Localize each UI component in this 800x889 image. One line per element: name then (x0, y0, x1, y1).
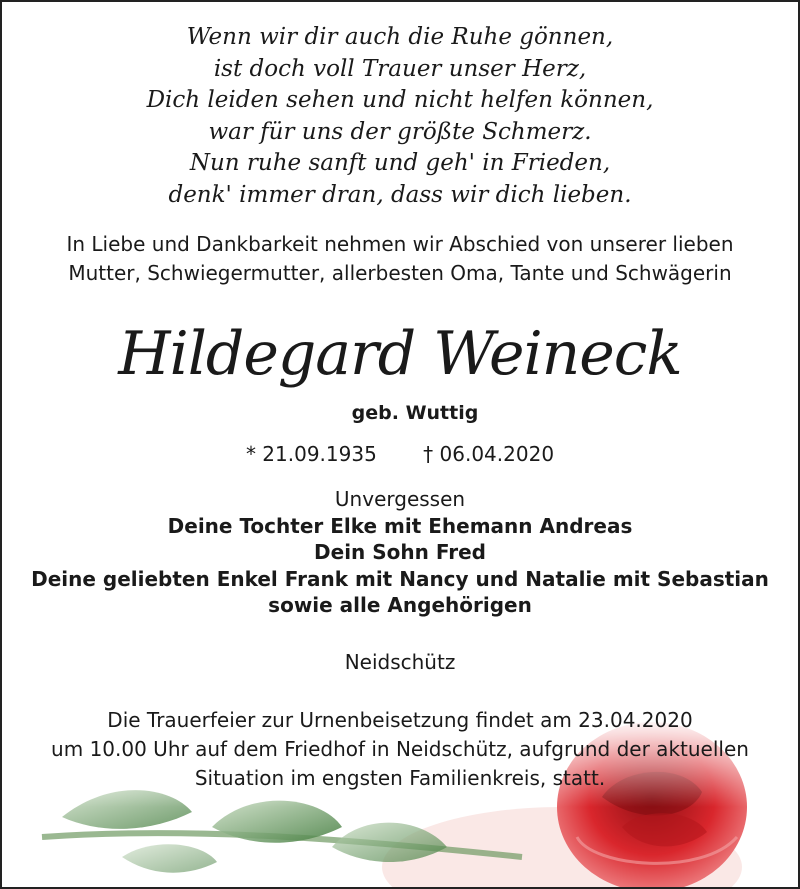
ceremony-line: Situation im engsten Familienkreis, statt. (194, 766, 606, 790)
poem-line: Dich leiden sehen und nicht helfen können, (146, 87, 654, 113)
poem-line: ist doch voll Trauer unser Herz, (213, 55, 587, 82)
mourner-line: Deine geliebten Enkel Frank mit Nancy und Natalie mit Sebastian (31, 566, 769, 591)
farewell-intro (2, 230, 798, 288)
life-dates (2, 442, 798, 466)
ceremony-notice (2, 706, 798, 793)
deceased-name: Hildegard Weineck (118, 319, 682, 389)
ceremony-line: Die Trauerfeier zur Urnenbeisetzung findet am 23.04.2020 (107, 708, 693, 732)
poem-line: war für uns der größte Schmerz. (208, 118, 592, 145)
poem-line: Nun ruhe sanft und geh' in Frieden, (189, 150, 611, 176)
place-name: Neidschütz (344, 650, 456, 674)
memorial-poem (2, 22, 798, 211)
poem-line: Wenn wir dir auch die Ruhe gönnen, (186, 24, 614, 50)
mourners-heading: Unvergessen (334, 487, 466, 511)
ceremony-line: um 10.00 Uhr auf dem Friedhof in Neidschütz, aufgrund der aktuellen (51, 737, 749, 761)
intro-line: In Liebe und Dankbarkeit nehmen wir Abschied von unserer lieben (66, 232, 734, 256)
birth-date: * 21.09.1935 (245, 442, 377, 466)
mourners-list (2, 486, 798, 619)
intro-line: Mutter, Schwiegermutter, allerbesten Oma, Tante und Schwägerin (68, 261, 732, 285)
mourner-line: Dein Sohn Fred (314, 540, 486, 564)
death-date: † 06.04.2020 (423, 442, 555, 466)
mourner-line: sowie alle Angehörigen (268, 593, 532, 617)
mourner-line: Deine Tochter Elke mit Ehemann Andreas (167, 513, 633, 538)
maiden-name: geb. Wuttig (351, 402, 479, 424)
poem-line: denk' immer dran, dass wir dich lieben. (168, 181, 632, 208)
